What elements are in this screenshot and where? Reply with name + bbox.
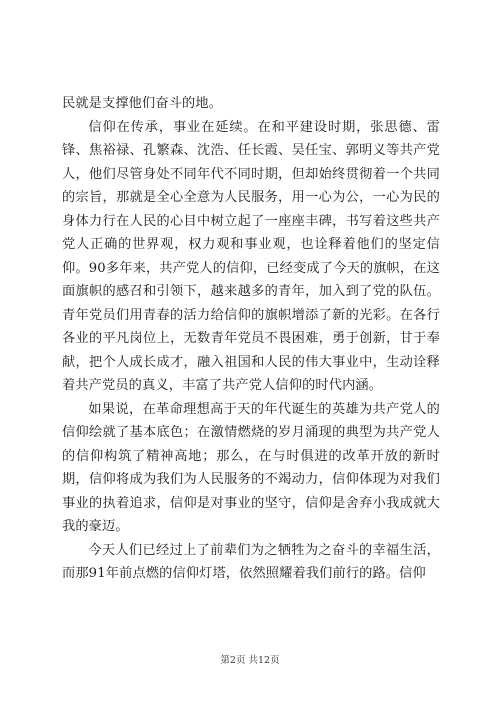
paragraph-faith-inheritance: 信仰在传承，事业在延续。在和平建设时期，张思德、雷锋、焦裕禄、孔繁森、沈浩、任长霞、吴任宝、郭明义等共产党人，他们尽管身处不同年代不同时期，但却始终贯彻着一个共同的宗旨，那就是全心全意为人民服务，用一心为公，一心为民的身体力行在人民的心目中树立起了一座座丰碑，书写着这些共产党人正确的世界观，权力观和事业观，也诠释着他们的坚定信仰。90多年来，共产党人的信仰，已经变成了今天的旗帜，在这面旗帜的感召和引领下，越来越多的青年，加入到了党的队伍。青年党员们用青春的活力给信仰的旗帜增添了新的光彩。在各行各业的平凡岗位上，无数青年党员不畏困难，勇于创新，甘于奉献，把个人成长成才，融入祖国和人民的伟大事业中，生动诠释着共产党员的真义，丰富了共产党人信仰的时代内涵。: [62, 119, 440, 393]
page-footer: 第2页 共12页: [220, 655, 280, 666]
document-body: [62, 92, 440, 586]
paragraph-happy-life: 今天人们已经过上了前辈们为之牺牲为之奋斗的幸福生活，而那91年前点燃的信仰灯塔，依然照耀着我们前行的路。信仰: [62, 542, 440, 581]
paragraph-continuation: 民就是支撑他们奋斗的地。: [62, 96, 223, 111]
paragraph-revolution-ideals: 如果说，在革命理想高于天的年代诞生的英雄为共产党人的信仰绘就了基本底色；在激情燃烧的岁月涌现的典型为共产党人的信仰构筑了精神高地；那么，在与时俱进的改革开放的新时期，信仰将成为我们为人民服务的不竭动力，信仰体现为对我们事业的执着追求，信仰是对事业的坚守，信仰是舍弃小我成就大我的豪迈。: [62, 401, 440, 534]
